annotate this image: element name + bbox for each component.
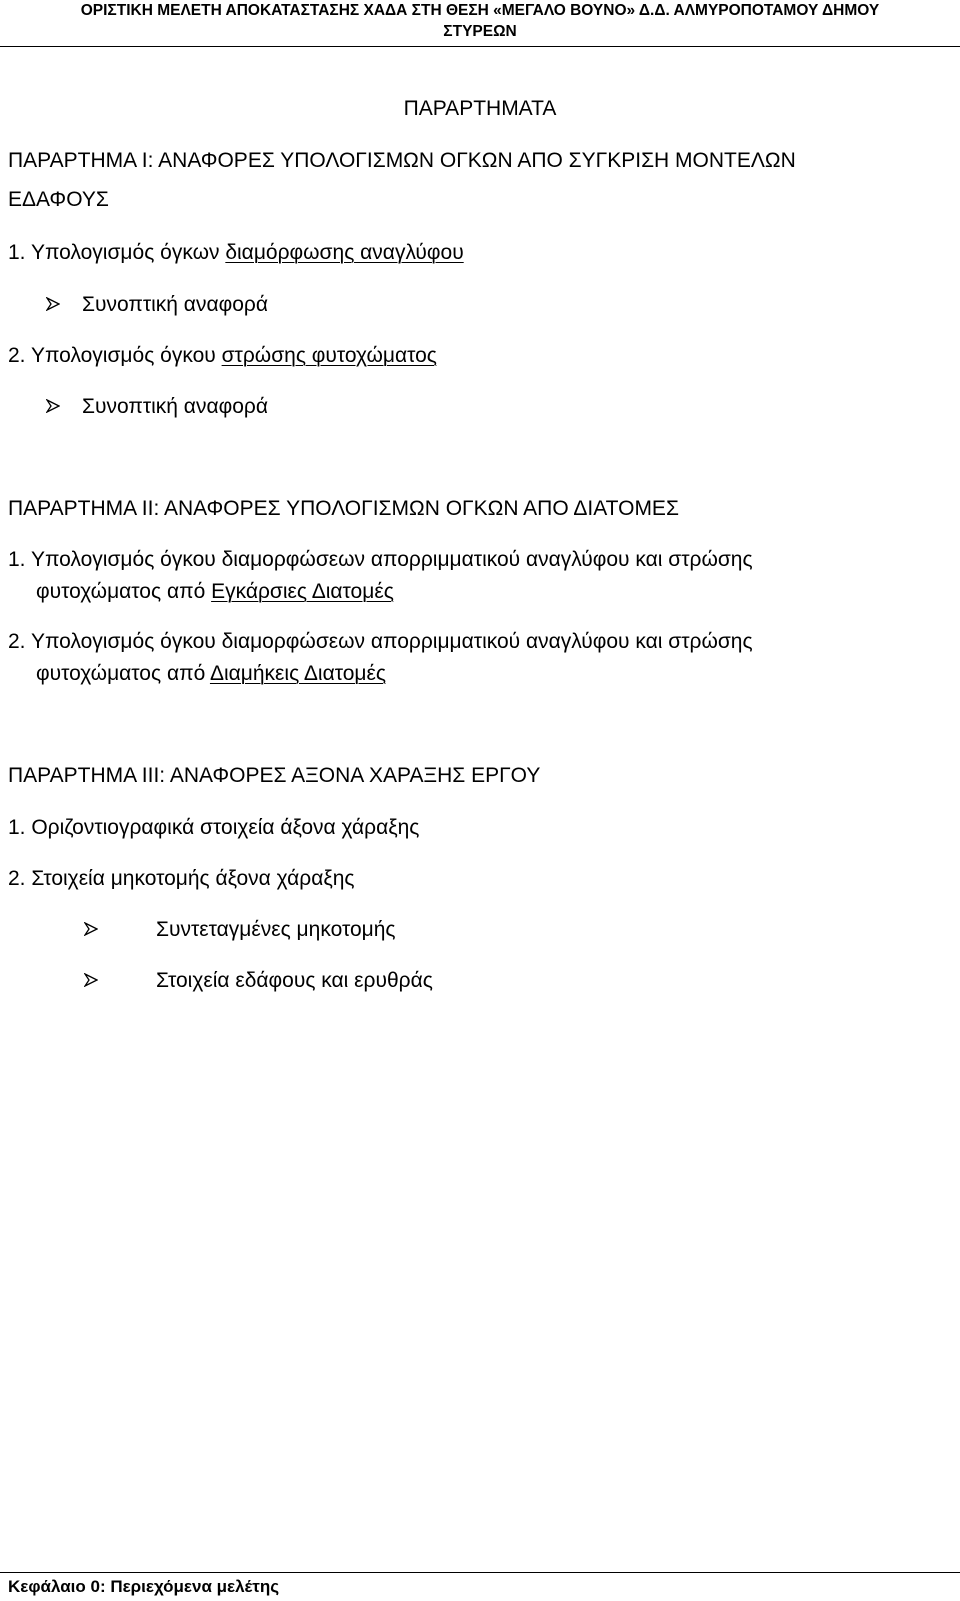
arrowhead-bullet-icon	[46, 399, 62, 413]
appendix-3-item-2: 2. Στοιχεία μηκοτομής άξονα χάραξης	[8, 867, 355, 890]
appendix-1-item-2: 2. Υπολογισμός όγκου στρώσης φυτοχώματος	[8, 344, 437, 367]
appendix-2-item-1-link[interactable]: Εγκάρσιες Διατομές	[211, 580, 394, 603]
appendix-1-item-2-link[interactable]: στρώσης φυτοχώματος	[221, 344, 437, 367]
doc-title: ΠΑΡΑΡΤΗΜΑΤΑ	[403, 97, 557, 120]
appendix-3-item-1: 1. Οριζοντιογραφικά στοιχεία άξονα χάραξης	[8, 816, 420, 839]
appendix-1-title-line-2: ΕΔΑΦΟΥΣ	[8, 188, 109, 211]
footer-rule	[0, 1572, 960, 1573]
page-header	[0, 0, 960, 42]
header-line-1: ΟΡΙΣΤΙΚΗ ΜΕΛΕΤΗ ΑΠΟΚΑΤΑΣΤΑΣΗΣ ΧΑΔΑ ΣΤΗ ΘΕΣΗ «ΜΕΓΑΛΟ ΒΟΥΝΟ» Δ.Δ. ΑΛΜΥΡΟΠΟΤΑΜΟΥ ΔΗΜΟΥ	[80, 2, 880, 19]
appendix-2-item-1-line-2: φυτοχώματος από Εγκάρσιες Διατομές	[36, 580, 394, 603]
appendix-2-title: ΠΑΡΑΡΤΗΜΑ ΙΙ: ΑΝΑΦΟΡΕΣ ΥΠΟΛΟΓΙΣΜΩΝ ΟΓΚΩΝ ΑΠΟ ΔΙΑΤΟΜΕΣ	[8, 497, 679, 520]
page-footer: Κεφάλαιο 0: Περιεχόμενα μελέτης	[8, 1577, 280, 1596]
header-rule	[0, 46, 960, 47]
arrowhead-bullet-icon	[46, 297, 62, 311]
appendix-2-item-2-link[interactable]: Διαμήκεις Διατομές	[209, 662, 386, 685]
arrowhead-bullet-icon	[84, 973, 100, 987]
appendix-2-item-1-line-1: 1. Υπολογισμός όγκου διαμορφώσεων απορριμματικού αναγλύφου και στρώσης	[8, 548, 753, 571]
appendix-3-item-2-sub-1: Συντεταγμένες μηκοτομής	[84, 917, 396, 943]
appendix-1-item-1-sub: Συνοπτική αναφορά	[46, 292, 268, 318]
arrowhead-bullet-icon	[84, 922, 100, 936]
appendix-1-item-1: 1. Υπολογισμός όγκων διαμόρφωσης αναγλύφου	[8, 241, 464, 264]
appendix-2-item-2-line-2: φυτοχώματος από Διαμήκεις Διατομές	[36, 662, 386, 685]
appendix-1-item-2-sub: Συνοπτική αναφορά	[46, 394, 268, 420]
appendix-1-item-1-link[interactable]: διαμόρφωσης αναγλύφου	[225, 241, 464, 264]
appendix-1-title-line-1: ΠΑΡΑΡΤΗΜΑ Ι: ΑΝΑΦΟΡΕΣ ΥΠΟΛΟΓΙΣΜΩΝ ΟΓΚΩΝ ΑΠΟ ΣΥΓΚΡΙΣΗ ΜΟΝΤΕΛΩΝ	[8, 149, 796, 172]
header-line-2: ΣΤΥΡΕΩΝ	[443, 23, 517, 40]
appendix-3-title: ΠΑΡΑΡΤΗΜΑ ΙΙΙ: ΑΝΑΦΟΡΕΣ ΑΞΟΝΑ ΧΑΡΑΞΗΣ ΕΡΓΟΥ	[8, 764, 541, 787]
appendix-2-item-2-line-1: 2. Υπολογισμός όγκου διαμορφώσεων απορριμματικού αναγλύφου και στρώσης	[8, 630, 753, 653]
appendix-3-item-2-sub-2: Στοιχεία εδάφους και ερυθράς	[84, 968, 433, 994]
